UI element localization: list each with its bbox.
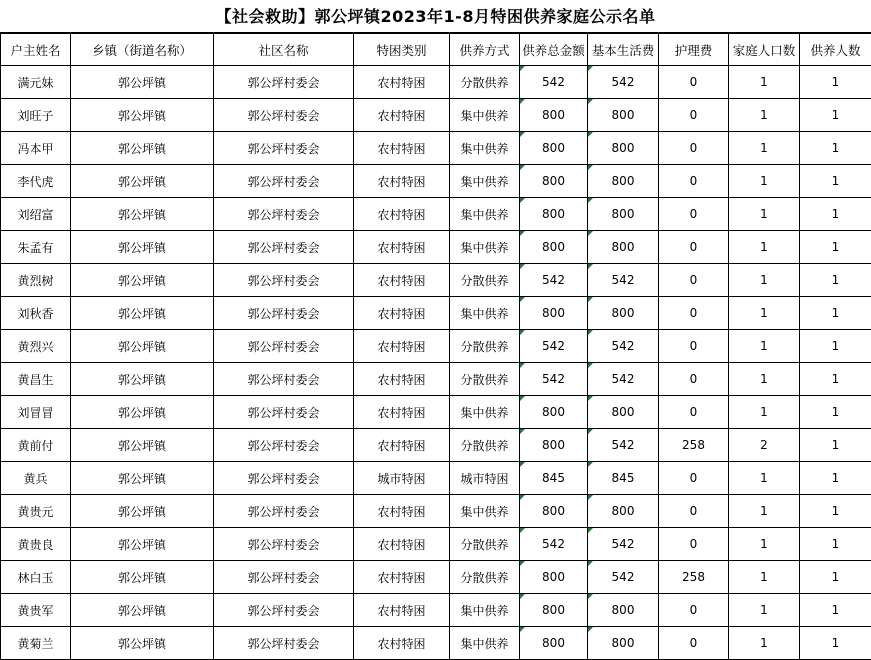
table-row	[1, 198, 871, 231]
cell-owner-name[interactable]: 刘秋香	[1, 297, 71, 330]
table-row	[1, 264, 871, 297]
table-row	[1, 231, 871, 264]
cell-household-size[interactable]: 1	[729, 528, 800, 561]
cell-category[interactable]: 农村特困	[354, 264, 450, 297]
cell-township[interactable]: 郭公坪镇	[71, 528, 214, 561]
table-row	[1, 363, 871, 396]
cell-category[interactable]: 农村特困	[354, 627, 450, 660]
cell-supported-count[interactable]: 1	[800, 264, 871, 297]
cell-owner-name[interactable]: 满元妹	[1, 66, 71, 99]
cell-owner-name[interactable]: 林白玉	[1, 561, 71, 594]
cell-care-fee[interactable]: 0	[659, 165, 729, 198]
cell-category[interactable]: 农村特困	[354, 66, 450, 99]
column-header-living-expense[interactable]: 基本生活费	[588, 34, 659, 66]
cell-care-fee[interactable]: 0	[659, 198, 729, 231]
cell-care-fee[interactable]: 258	[659, 429, 729, 462]
cell-supported-count[interactable]: 1	[800, 363, 871, 396]
cell-category[interactable]: 农村特困	[354, 363, 450, 396]
table-row	[1, 132, 871, 165]
cell-total-amount[interactable]: 800	[520, 297, 588, 330]
cell-community[interactable]: 郭公坪村委会	[214, 363, 354, 396]
cell-owner-name[interactable]: 朱孟有	[1, 231, 71, 264]
cell-care-fee[interactable]: 0	[659, 231, 729, 264]
cell-care-fee[interactable]: 0	[659, 363, 729, 396]
column-header-total-amount[interactable]: 供养总金额	[520, 34, 588, 66]
cell-owner-name[interactable]: 黄贵军	[1, 594, 71, 627]
household-table	[0, 33, 871, 660]
table-row	[1, 297, 871, 330]
cell-household-size[interactable]: 1	[729, 198, 800, 231]
cell-care-fee[interactable]: 0	[659, 528, 729, 561]
cell-supported-count[interactable]: 1	[800, 330, 871, 363]
cell-category[interactable]: 农村特困	[354, 165, 450, 198]
header-row	[1, 34, 871, 66]
cell-owner-name[interactable]: 黄烈树	[1, 264, 71, 297]
cell-category[interactable]: 农村特困	[354, 495, 450, 528]
cell-owner-name[interactable]: 黄烈兴	[1, 330, 71, 363]
cell-community[interactable]: 郭公坪村委会	[214, 594, 354, 627]
cell-category[interactable]: 农村特困	[354, 132, 450, 165]
table-row	[1, 561, 871, 594]
column-header-support-mode[interactable]: 供养方式	[450, 34, 520, 66]
cell-household-size[interactable]: 2	[729, 429, 800, 462]
cell-supported-count[interactable]: 1	[800, 231, 871, 264]
cell-community[interactable]: 郭公坪村委会	[214, 627, 354, 660]
cell-living-expense[interactable]: 800	[588, 495, 659, 528]
cell-owner-name[interactable]: 刘冒冒	[1, 396, 71, 429]
cell-care-fee[interactable]: 0	[659, 627, 729, 660]
cell-supported-count[interactable]: 1	[800, 594, 871, 627]
cell-supported-count[interactable]: 1	[800, 429, 871, 462]
cell-total-amount[interactable]: 800	[520, 561, 588, 594]
cell-community[interactable]: 郭公坪村委会	[214, 396, 354, 429]
cell-township[interactable]: 郭公坪镇	[71, 165, 214, 198]
cell-supported-count[interactable]: 1	[800, 495, 871, 528]
cell-total-amount[interactable]: 800	[520, 627, 588, 660]
cell-community[interactable]: 郭公坪村委会	[214, 198, 354, 231]
cell-supported-count[interactable]: 1	[800, 132, 871, 165]
cell-owner-name[interactable]: 李代虎	[1, 165, 71, 198]
cell-living-expense[interactable]: 542	[588, 528, 659, 561]
cell-household-size[interactable]: 1	[729, 264, 800, 297]
cell-community[interactable]: 郭公坪村委会	[214, 132, 354, 165]
cell-township[interactable]: 郭公坪镇	[71, 462, 214, 495]
cell-supported-count[interactable]: 1	[800, 66, 871, 99]
cell-household-size[interactable]: 1	[729, 297, 800, 330]
table-body	[1, 66, 871, 660]
cell-township[interactable]: 郭公坪镇	[71, 231, 214, 264]
cell-support-mode[interactable]: 集中供养	[450, 132, 520, 165]
cell-owner-name[interactable]: 黄贵元	[1, 495, 71, 528]
cell-care-fee[interactable]: 0	[659, 330, 729, 363]
table-row	[1, 66, 871, 99]
cell-category[interactable]: 农村特困	[354, 429, 450, 462]
cell-care-fee[interactable]: 258	[659, 561, 729, 594]
cell-living-expense[interactable]: 845	[588, 462, 659, 495]
cell-supported-count[interactable]: 1	[800, 627, 871, 660]
cell-total-amount[interactable]: 800	[520, 132, 588, 165]
cell-township[interactable]: 郭公坪镇	[71, 561, 214, 594]
table-row	[1, 462, 871, 495]
cell-total-amount[interactable]: 800	[520, 396, 588, 429]
cell-owner-name[interactable]: 黄贵良	[1, 528, 71, 561]
cell-category[interactable]: 农村特困	[354, 231, 450, 264]
cell-township[interactable]: 郭公坪镇	[71, 396, 214, 429]
cell-supported-count[interactable]: 1	[800, 297, 871, 330]
cell-living-expense[interactable]: 800	[588, 627, 659, 660]
cell-community[interactable]: 郭公坪村委会	[214, 561, 354, 594]
table-row	[1, 429, 871, 462]
cell-living-expense[interactable]: 800	[588, 594, 659, 627]
cell-living-expense[interactable]: 542	[588, 66, 659, 99]
cell-township[interactable]: 郭公坪镇	[71, 429, 214, 462]
cell-support-mode[interactable]: 集中供养	[450, 198, 520, 231]
column-header-community[interactable]: 社区名称	[214, 34, 354, 66]
cell-household-size[interactable]: 1	[729, 231, 800, 264]
cell-community[interactable]: 郭公坪村委会	[214, 429, 354, 462]
cell-care-fee[interactable]: 0	[659, 297, 729, 330]
cell-total-amount[interactable]: 542	[520, 363, 588, 396]
cell-living-expense[interactable]: 800	[588, 132, 659, 165]
cell-support-mode[interactable]: 集中供养	[450, 627, 520, 660]
cell-township[interactable]: 郭公坪镇	[71, 99, 214, 132]
cell-living-expense[interactable]: 800	[588, 297, 659, 330]
cell-supported-count[interactable]: 1	[800, 528, 871, 561]
cell-total-amount[interactable]: 800	[520, 198, 588, 231]
cell-total-amount[interactable]: 542	[520, 66, 588, 99]
cell-household-size[interactable]: 1	[729, 594, 800, 627]
cell-total-amount[interactable]: 845	[520, 462, 588, 495]
cell-community[interactable]: 郭公坪村委会	[214, 231, 354, 264]
column-header-category[interactable]: 特困类别	[354, 34, 450, 66]
cell-total-amount[interactable]: 542	[520, 330, 588, 363]
cell-category[interactable]: 农村特困	[354, 99, 450, 132]
cell-community[interactable]: 郭公坪村委会	[214, 462, 354, 495]
table-row	[1, 396, 871, 429]
cell-community[interactable]: 郭公坪村委会	[214, 330, 354, 363]
cell-township[interactable]: 郭公坪镇	[71, 594, 214, 627]
cell-support-mode[interactable]: 集中供养	[450, 495, 520, 528]
cell-township[interactable]: 郭公坪镇	[71, 198, 214, 231]
table-row	[1, 627, 871, 660]
cell-care-fee[interactable]: 0	[659, 66, 729, 99]
cell-household-size[interactable]: 1	[729, 561, 800, 594]
cell-supported-count[interactable]: 1	[800, 198, 871, 231]
cell-owner-name[interactable]: 刘绍富	[1, 198, 71, 231]
cell-owner-name[interactable]: 冯本甲	[1, 132, 71, 165]
cell-living-expense[interactable]: 542	[588, 429, 659, 462]
cell-household-size[interactable]: 1	[729, 462, 800, 495]
cell-township[interactable]: 郭公坪镇	[71, 627, 214, 660]
cell-living-expense[interactable]: 800	[588, 231, 659, 264]
cell-support-mode[interactable]: 集中供养	[450, 396, 520, 429]
cell-community[interactable]: 郭公坪村委会	[214, 528, 354, 561]
table-row	[1, 165, 871, 198]
cell-support-mode[interactable]: 分散供养	[450, 429, 520, 462]
cell-household-size[interactable]: 1	[729, 99, 800, 132]
cell-support-mode[interactable]: 集中供养	[450, 594, 520, 627]
cell-care-fee[interactable]: 0	[659, 264, 729, 297]
cell-household-size[interactable]: 1	[729, 330, 800, 363]
cell-living-expense[interactable]: 800	[588, 396, 659, 429]
cell-owner-name[interactable]: 黄菊兰	[1, 627, 71, 660]
cell-township[interactable]: 郭公坪镇	[71, 363, 214, 396]
cell-care-fee[interactable]: 0	[659, 495, 729, 528]
column-header-care-fee[interactable]: 护理费	[659, 34, 729, 66]
cell-support-mode[interactable]: 集中供养	[450, 231, 520, 264]
column-header-household-size[interactable]: 家庭人口数	[729, 34, 800, 66]
cell-support-mode[interactable]: 城市特困	[450, 462, 520, 495]
cell-category[interactable]: 农村特困	[354, 198, 450, 231]
cell-category[interactable]: 农村特困	[354, 561, 450, 594]
cell-household-size[interactable]: 1	[729, 495, 800, 528]
cell-owner-name[interactable]: 刘旺子	[1, 99, 71, 132]
cell-township[interactable]: 郭公坪镇	[71, 132, 214, 165]
cell-township[interactable]: 郭公坪镇	[71, 297, 214, 330]
cell-category[interactable]: 农村特困	[354, 594, 450, 627]
table-row	[1, 330, 871, 363]
cell-support-mode[interactable]: 集中供养	[450, 165, 520, 198]
cell-household-size[interactable]: 1	[729, 396, 800, 429]
cell-category[interactable]: 农村特困	[354, 330, 450, 363]
page-title: 【社会救助】郭公坪镇2023年1-8月特困供养家庭公示名单	[0, 0, 871, 33]
cell-supported-count[interactable]: 1	[800, 396, 871, 429]
cell-community[interactable]: 郭公坪村委会	[214, 297, 354, 330]
cell-total-amount[interactable]: 800	[520, 99, 588, 132]
cell-owner-name[interactable]: 黄昌生	[1, 363, 71, 396]
cell-support-mode[interactable]: 集中供养	[450, 99, 520, 132]
cell-living-expense[interactable]: 542	[588, 330, 659, 363]
cell-community[interactable]: 郭公坪村委会	[214, 165, 354, 198]
cell-category[interactable]: 农村特困	[354, 297, 450, 330]
cell-total-amount[interactable]: 800	[520, 231, 588, 264]
cell-care-fee[interactable]: 0	[659, 396, 729, 429]
cell-support-mode[interactable]: 分散供养	[450, 363, 520, 396]
cell-township[interactable]: 郭公坪镇	[71, 264, 214, 297]
cell-support-mode[interactable]: 分散供养	[450, 66, 520, 99]
cell-supported-count[interactable]: 1	[800, 561, 871, 594]
cell-township[interactable]: 郭公坪镇	[71, 495, 214, 528]
cell-support-mode[interactable]: 分散供养	[450, 330, 520, 363]
cell-household-size[interactable]: 1	[729, 363, 800, 396]
column-header-supported-count[interactable]: 供养人数	[800, 34, 871, 66]
cell-care-fee[interactable]: 0	[659, 132, 729, 165]
cell-support-mode[interactable]: 分散供养	[450, 264, 520, 297]
cell-care-fee[interactable]: 0	[659, 594, 729, 627]
cell-living-expense[interactable]: 800	[588, 99, 659, 132]
cell-total-amount[interactable]: 800	[520, 165, 588, 198]
cell-supported-count[interactable]: 1	[800, 462, 871, 495]
cell-total-amount[interactable]: 542	[520, 264, 588, 297]
cell-living-expense[interactable]: 542	[588, 561, 659, 594]
cell-care-fee[interactable]: 0	[659, 462, 729, 495]
column-header-township[interactable]: 乡镇（街道名称）	[71, 34, 214, 66]
table-row	[1, 594, 871, 627]
cell-total-amount[interactable]: 800	[520, 429, 588, 462]
cell-owner-name[interactable]: 黄前付	[1, 429, 71, 462]
table-row	[1, 528, 871, 561]
cell-community[interactable]: 郭公坪村委会	[214, 495, 354, 528]
cell-care-fee[interactable]: 0	[659, 99, 729, 132]
cell-living-expense[interactable]: 800	[588, 165, 659, 198]
cell-township[interactable]: 郭公坪镇	[71, 66, 214, 99]
cell-township[interactable]: 郭公坪镇	[71, 330, 214, 363]
cell-household-size[interactable]: 1	[729, 66, 800, 99]
cell-household-size[interactable]: 1	[729, 627, 800, 660]
cell-support-mode[interactable]: 集中供养	[450, 297, 520, 330]
table-row	[1, 495, 871, 528]
cell-living-expense[interactable]: 800	[588, 198, 659, 231]
cell-community[interactable]: 郭公坪村委会	[214, 264, 354, 297]
column-header-owner-name[interactable]: 户主姓名	[1, 34, 71, 66]
cell-supported-count[interactable]: 1	[800, 165, 871, 198]
cell-total-amount[interactable]: 542	[520, 528, 588, 561]
table-row	[1, 99, 871, 132]
cell-living-expense[interactable]: 542	[588, 264, 659, 297]
cell-support-mode[interactable]: 分散供养	[450, 528, 520, 561]
cell-owner-name[interactable]: 黄兵	[1, 462, 71, 495]
cell-total-amount[interactable]: 800	[520, 594, 588, 627]
cell-category[interactable]: 农村特困	[354, 396, 450, 429]
cell-community[interactable]: 郭公坪村委会	[214, 66, 354, 99]
cell-support-mode[interactable]: 分散供养	[450, 561, 520, 594]
cell-household-size[interactable]: 1	[729, 165, 800, 198]
cell-living-expense[interactable]: 542	[588, 363, 659, 396]
cell-total-amount[interactable]: 800	[520, 495, 588, 528]
cell-category[interactable]: 城市特困	[354, 462, 450, 495]
cell-supported-count[interactable]: 1	[800, 99, 871, 132]
cell-category[interactable]: 农村特困	[354, 528, 450, 561]
cell-community[interactable]: 郭公坪村委会	[214, 99, 354, 132]
cell-household-size[interactable]: 1	[729, 132, 800, 165]
